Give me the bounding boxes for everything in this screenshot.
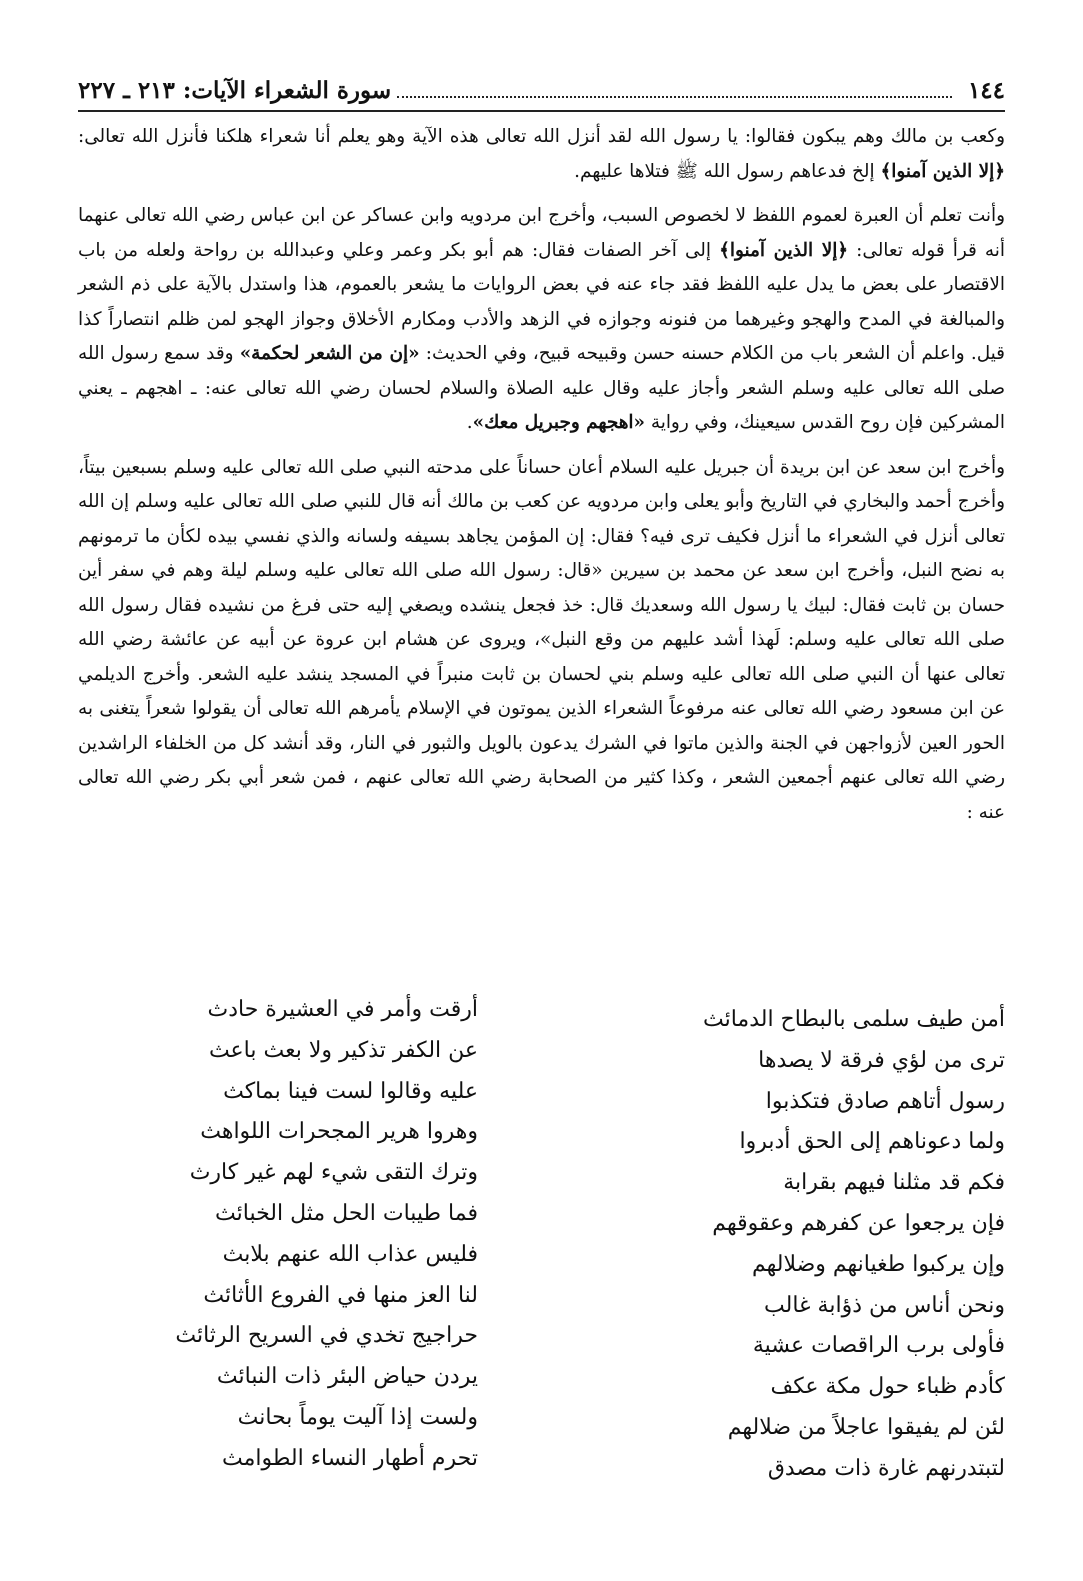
text-run: وقد سمع رسول الله صلى الله تعالى عليه وسلم الشعر وأجاز عليه وقال عليه الصلاة والسلام لحسان رضي الله تعالى عنه: ـ اهجهم ـ يعني المشركين فإن روح القدس سيعينك، وفي رواية (78, 343, 1005, 433)
verse-line: أمن طيف سلمى بالبطاح الدمائث (702, 1007, 1005, 1032)
text-run: . (466, 412, 473, 433)
paragraph-2 (78, 199, 1005, 441)
verse-line: لنا العز منها في الفروع الأثائث (203, 1282, 478, 1308)
verse-line: أرقت وأمر في العشيرة حادث (207, 997, 478, 1022)
verse-line: ولما دعوناهم إلى الحق أدبروا (739, 1129, 1005, 1155)
verse-line: لئن لم يفيقوا عاجلاً من ضلالهم (727, 1414, 1005, 1440)
verse-line: فكم قد مثلنا فيهم بقرابة (783, 1170, 1005, 1196)
verse-line: فليس عذاب الله عنهم بلابث (222, 1241, 478, 1267)
verse-line: عليه وقالوا لست فينا بماكث (223, 1078, 478, 1104)
verse-line: حراجيج تخدي في السريح الرثائث (175, 1323, 478, 1349)
page-number: ١٤٤ (967, 76, 1005, 104)
verse-line: رسول أتاهم صادق فتكذبوا (765, 1088, 1005, 1114)
verse-line: كأدم ظباء حول مكة عكف (770, 1374, 1005, 1400)
verse-line: عن الكفر تذكير ولا بعث باعث (208, 1037, 478, 1063)
page-header (78, 72, 1005, 108)
verse-line: فما طيبات الحل مثل الخبائث (215, 1200, 478, 1226)
paragraph-3 (78, 451, 1005, 831)
text-run: إلى آخر الصفات فقال: هم أبو بكر وعمر وعلي وعبدالله بن رواحة ولعله من باب الاقتصار على بعض ما يدل عليه اللفظ فقد جاء عنه في بعض الروايات ما يشعر بالعموم، هذا واستدل بالآية على ذم الشعر والمبالغة في المدح والهجو وغيرهما من فنونه وجوازه في الزهد والأدب ومكارم الأخلاق وجواز الهجو لمن ظلم انتصاراً كذا قيل. واعلم أن الشعر باب من الكلام حسنه حسن وقبيحه قبيح، وفي الحديث: (78, 239, 1005, 364)
text-run: وأنت تعلم أن العبرة لعموم اللفظ لا لخصوص السبب، وأخرج ابن مردويه وابن عساكر عن ابن عباس رضي الله تعالى عنهما أنه قرأ قوله تعالى: (78, 205, 1006, 261)
text-run: وأخرج ابن سعد عن ابن بريدة أن جبريل عليه السلام أعان حساناً على مدحته النبي صلى الله تعالى عليه وسلم بسبعين بيتاً، وأخرج أحمد والبخاري في التاريخ وأبو يعلى وابن مردويه عن كعب بن مالك أنه قال للنبي صلى الله تعالى عليه وسلم إن الله تعالى أنزل في الشعراء ما أنزل فكيف ترى فيه؟ فقال: إن المؤمن يجاهد بسيفه ولسانه والذي نفسي بيده لكأن ما ترمونهم به نضح النبل، وأخرج ابن سعد عن محمد بن سيرين «قال: رسول الله صلى الله تعالى عليه وسلم ليلة وهم في سفر أين حسان بن ثابت فقال: لبيك يا رسول الله وسعديك قال: خذ فجعل ينشده ويصغي إليه حتى فرغ من نشيده فقال رسول الله صلى الله تعالى عليه وسلم: لَهذا أشد عليهم من وقع النبل»، ويروى عن هشام ابن عروة عن أبيه عن عائشة رضي الله تعالى عنها أن النبي صلى الله تعالى عليه وسلم بني لحسان بن ثابت منبراً في المسجد ينشد عليه الشعر. وأخرج الديلمي عن ابن مسعود رضي الله تعالى عنه مرفوعاً الشعراء الذين يموتون في الإسلام يأمرهم الله تعالى أن يقولوا شعراً يتغنى به الحور العين لأزواجهن في الجنة والذين ماتوا في الشرك يدعون بالويل والثبور في النار، وقد أنشد كل من الخلفاء الراشدين رضي الله تعالى عنهم أجمعين الشعر ، وكذا كثير من الصحابة رضي الله تعالى عنهم ، فمن شعر أبي بكر رضي الله تعالى عنه : (78, 456, 1006, 823)
verse-line: تحرم أطهار النساء الطوامث (221, 1445, 478, 1471)
dotted-leader (397, 92, 952, 98)
verse-line: لتبتدرنهم غارة ذات مصدق (767, 1455, 1005, 1481)
quran-quote: ﴿إلا الذين آمنوا﴾ (880, 160, 1005, 182)
header-rule (78, 110, 1005, 112)
verse-line: ترى من لؤي فرقة لا يصدها (758, 1047, 1005, 1073)
text-run: إلخ فدعاهم رسول الله ﷺ فتلاها عليهم. (574, 160, 881, 182)
paragraph-1 (78, 120, 1005, 189)
body-text (78, 120, 1005, 830)
verse-line: ونحن أناس من ذؤابة غالب (764, 1292, 1005, 1318)
verse-line: ولست إذا آليت يوماً بحانث (237, 1404, 478, 1430)
verse-line: فأولى برب الراقصات عشية (752, 1333, 1005, 1359)
verse-line: وترك التقى شيء لهم غير كارث (189, 1160, 478, 1186)
verse-line: وهروا هرير المجحرات اللواهث (200, 1119, 478, 1145)
quran-quote: ﴿إلا الذين آمنوا﴾ (719, 239, 849, 261)
text-run: وكعب بن مالك وهم يبكون فقالوا: يا رسول الله لقد أنزل الله تعالى هذه الآية وهو يعلم أنا شعراء هلكنا فأنزل الله تعالى: (78, 126, 1005, 147)
verse-line: وإن يركبوا طغيانهم وضلالهم (751, 1251, 1005, 1277)
hadith-quote: «اهجهم وجبريل معك» (472, 412, 645, 433)
poem-first-hemistichs (605, 1000, 1005, 1490)
hadith-quote: «إن من الشعر لحكمة» (239, 343, 420, 364)
poem (78, 990, 1005, 1490)
running-title: سورة الشعراء الآيات: ٢١٣ ـ ٢٢٧ (78, 76, 392, 104)
verse-line: يردن حياض البئر ذات النبائث (216, 1364, 478, 1390)
verse-line: فإن يرجعوا عن كفرهم وعقوقهم (712, 1210, 1005, 1236)
poem-second-hemistichs (78, 990, 478, 1490)
